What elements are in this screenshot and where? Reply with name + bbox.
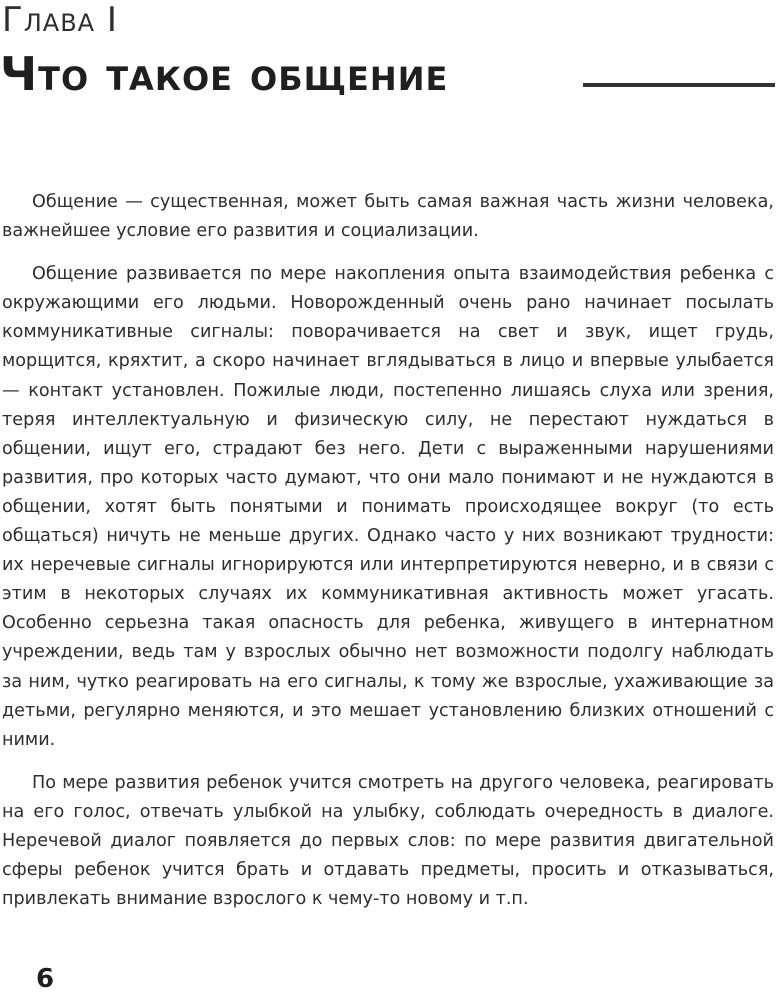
chapter-label: Глава I [2, 0, 118, 40]
body-text [2, 188, 774, 914]
paragraph: Общение развивается по мере накопления опыта взаимодействия ребенка с окружающими его людьми. Новорожденный очень рано начинает посылать коммуникативные сигналы: поворачивается на свет и звук, ищет грудь, морщится, кряхтит, а скоро начинает вглядываться в лицо и впервые улыбается — контакт установлен. Пожилые люди, постепенно лишаясь слуха или зрения, теряя интеллектуальную и физическую силу, не перестают нуждаться в общении, ищут его, страдают без него. Дети с выраженными нарушениями развития, про которых часто думают, что они мало понимают и не нуждаются в общении, хотят быть понятыми и понимать происходящее вокруг (то есть общаться) ничуть не меньше других. Однако часто у них возникают трудности: их неречевые сигналы игнорируются или интерпретируются неверно, и в связи с этим в некоторых случаях их коммуникативная активность может угасать. Особенно серьезна такая опасность для ребенка, живущего в интернатном учреждении, ведь там у взрослых обычно нет возможности подолгу наблюдать за ним, чутко реагировать на его сигналы, к тому же взрослые, ухаживающие за детьми, регулярно меняются, и это мешает установлению близких отношений с ними. [2, 264, 774, 750]
chapter-title: Что такое общение [0, 47, 449, 101]
paragraph: По мере развития ребенок учится смотреть на другого человека, реагировать на его голос, отвечать улыбкой на улыбку, соблюдать очередность в диалоге. Неречевой диалог появляется до первых слов: по мере развития двигательной сферы ребенок учится брать и отдавать предметы, просить и отказываться, привлекать внимание взрослого к чему-то новому и т.п. [2, 772, 774, 910]
title-rule [583, 83, 775, 87]
paragraph: Общение — существенная, может быть самая важная часть жизни человека, важнейшее условие его развития и социализации. [2, 192, 774, 242]
page-number: 6 [36, 964, 55, 994]
